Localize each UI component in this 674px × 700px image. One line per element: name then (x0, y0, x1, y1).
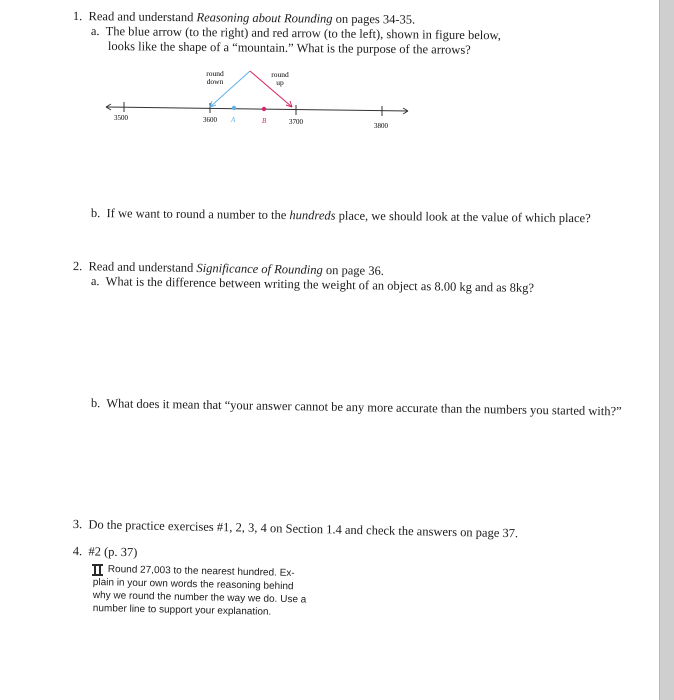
q3-line (73, 517, 519, 541)
q1-heading-post: on pages 34-35. (332, 11, 416, 27)
q2b-label: b. (90, 396, 101, 411)
q1b-post: place, we should look at the value of which place? (335, 208, 591, 226)
q1b-emphasis: hundreds (289, 208, 336, 223)
q4-number: 4. (72, 544, 83, 559)
tick-label-3600: 3600 (203, 116, 217, 124)
q1b-label: b. (90, 206, 101, 221)
q4-text-4: number line to support your explanation. (92, 602, 272, 618)
q4-text-line-4 (93, 602, 272, 619)
q2a-text: What is the difference between writing the weight of an object as 8.00 kg and as 8kg? (105, 274, 535, 295)
q2-title: Significance of Rounding (196, 260, 323, 277)
q1b-line (91, 206, 591, 226)
point-b-label: B (262, 117, 267, 125)
q3-number: 3. (72, 517, 83, 532)
tick-label-3800: 3800 (374, 122, 388, 130)
q1a-text-1: The blue arrow (to the right) and red arrow (to the left), shown in figure below, (105, 24, 501, 43)
round-down-label-2: down (206, 77, 224, 86)
q1-title: Reasoning about Rounding (196, 10, 333, 26)
round-down-label-1: round (206, 69, 224, 78)
q1-heading-pre: Read and understand (88, 9, 197, 25)
q4-heading (73, 544, 138, 560)
q2-heading-pre: Read and understand (88, 259, 197, 275)
exercise-badge-icon (91, 564, 104, 576)
tick-label-3500: 3500 (114, 114, 128, 122)
round-up-label-2: up (276, 78, 284, 87)
q4-text-1: Round 27,003 to the nearest hundred. Ex- (107, 563, 295, 579)
q2-number: 2. (72, 259, 83, 274)
round-up-label-1: round (271, 70, 289, 79)
point-a-label: A (231, 116, 236, 124)
q1a-line2 (108, 39, 471, 58)
q2b-text: What does it mean that “your answer cannot be any more accurate than the numbers you started with?” (106, 396, 622, 419)
page-edge-shadow (659, 0, 674, 700)
q4-text-3: why we round the number the way we do. Use a (92, 589, 307, 606)
q2a-label: a. (90, 274, 100, 289)
q2a-line (91, 274, 534, 296)
q4-reference: #2 (p. 37) (88, 544, 138, 560)
q4-text-2: plain in your own words the reasoning behind (92, 576, 294, 593)
number-line-axis (106, 107, 408, 111)
q2b-line (91, 396, 622, 419)
q1a-label: a. (90, 24, 100, 39)
q1b-pre: If we want to round a number to the (106, 206, 290, 223)
q2-heading-post: on page 36. (322, 262, 385, 278)
rounding-number-line-figure (100, 62, 420, 138)
q1-number: 1. (72, 9, 83, 24)
q1a-text-2: looks like the shape of a “mountain.” What is the purpose of the arrows? (107, 39, 471, 57)
point-a-marker (232, 106, 236, 110)
q3-text: Do the practice exercises #1, 2, 3, 4 on Section 1.4 and check the answers on page 37. (88, 517, 519, 541)
tick-label-3700: 3700 (289, 118, 303, 126)
point-b-marker (262, 107, 266, 111)
